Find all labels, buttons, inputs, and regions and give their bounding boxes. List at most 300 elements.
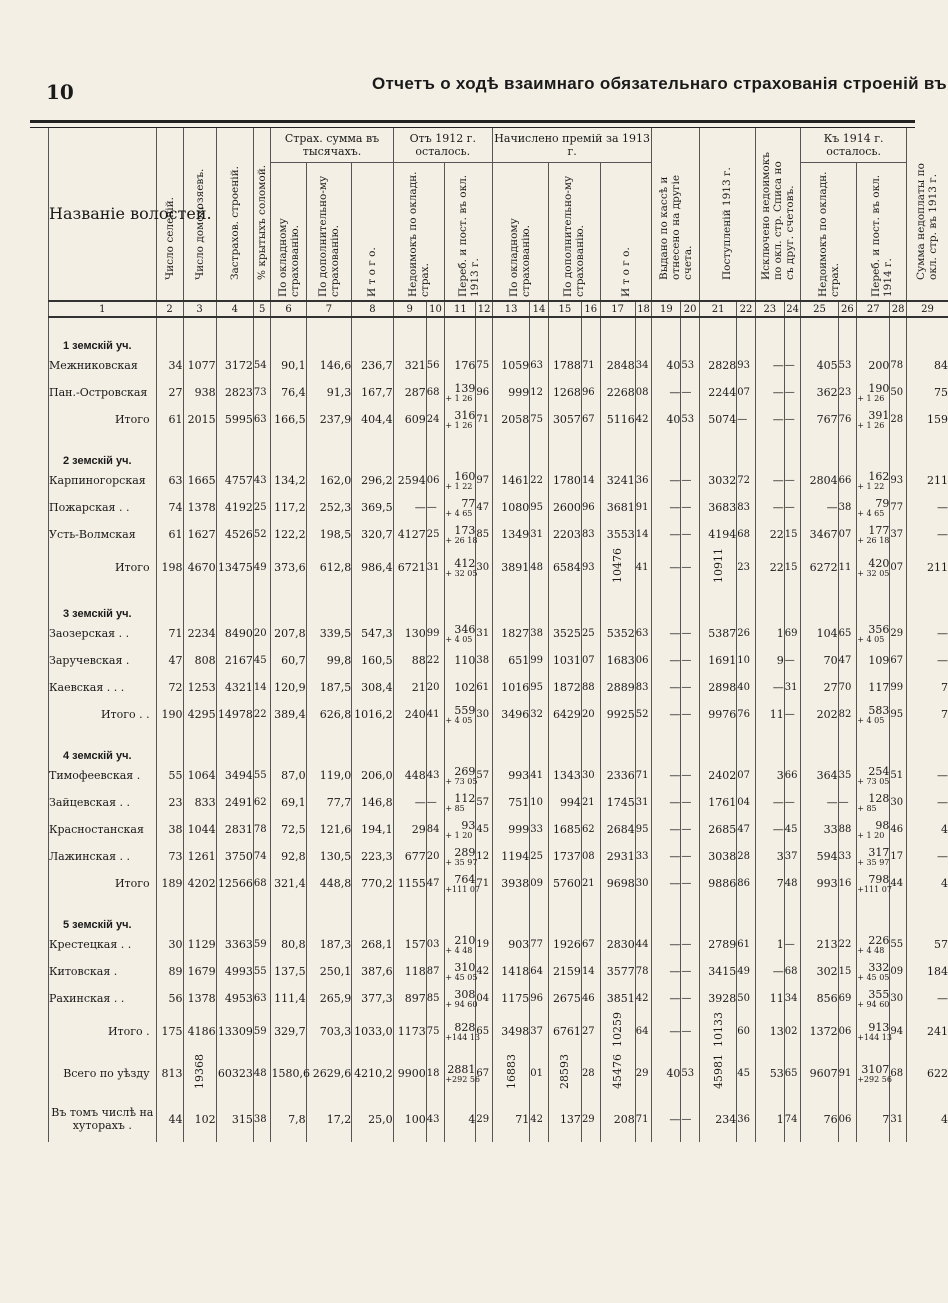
value-text: 1016 [501,681,530,694]
empty-cell [530,586,549,620]
value-cell [492,521,529,548]
value-text: 25 [426,529,440,540]
value-cell [271,352,306,379]
value-text: 99 [890,682,904,693]
value-text: 2848 [606,359,635,372]
empty-cell [352,586,393,620]
value-cell [699,958,736,985]
value-cell [426,931,445,958]
value-text: 44 [168,1112,183,1126]
value-text: 52 [253,529,267,540]
value-cell [652,701,681,728]
value-cell [652,1012,681,1050]
value-text: 339,5 [319,627,352,640]
value-cell [652,762,681,789]
value-cell [183,958,216,985]
empty-cell [838,586,857,620]
value-cell [906,647,948,674]
value-cell [600,931,635,958]
value-text: 77 [530,939,543,950]
value-text: 207,8 [274,627,306,640]
empty-cell [253,317,271,352]
value-text: 210 [454,934,476,947]
value-cell [306,958,352,985]
value-text: 19368 [193,1054,207,1089]
district-name: Тимофеевская . [49,762,157,789]
empty-cell [755,728,784,762]
value-cell [426,1096,445,1142]
section-label: 4 земскій уч. [49,728,157,762]
value-text: 23 [168,796,183,809]
value-cell [906,843,948,870]
value-cell [156,762,183,789]
value-cell [426,521,445,548]
value-text: 03 [426,939,440,950]
value-cell [530,985,549,1012]
value-text: 3553 [606,528,635,541]
value-text: 65 [838,628,852,639]
value-cell [548,379,581,406]
value-cell [635,1050,652,1096]
value-text: 3107 [861,1062,890,1076]
value-text: 4670 [187,560,216,574]
value-text: 25 [581,628,595,639]
grand-total-row [49,1050,948,1096]
value-text: 1926 [552,938,581,951]
value-text: 48 [530,561,543,573]
value-cell [183,701,216,728]
adjustment-note: + 94 60 [445,1000,478,1009]
value-cell [784,548,801,586]
value-cell [492,620,529,647]
empty-cell [681,433,700,467]
value-text: 2675 [552,992,581,1005]
value-text: 1031 [552,654,581,667]
empty-cell [635,317,652,352]
value-cell [755,352,784,379]
value-cell [838,1050,857,1096]
value-cell [838,985,857,1012]
value-cell [393,1050,426,1096]
value-text: 29 [890,628,904,639]
value-cell [801,521,838,548]
value-cell [216,789,253,816]
value-text: 53 [838,360,852,371]
value-text: 583 [868,704,890,717]
value-text: 86 [737,878,750,889]
value-cell [352,521,393,548]
value-cell [393,1096,426,1142]
total-row [49,1012,948,1050]
value-text: — [681,655,692,666]
section-header-row [49,897,948,931]
value-text: 993 [816,877,838,890]
value-text: 2830 [606,938,635,951]
value-text: 09 [530,878,543,889]
value-text: 80,8 [281,938,306,951]
header-c11: Переб. и пост. въ окл. 1913 г. [445,163,493,302]
value-text: 74 [784,1113,798,1125]
header-c9: Недоимокъ по окладн. страх. [393,163,445,302]
column-number: 24 [784,301,801,317]
value-cell [393,816,426,843]
value-cell [699,1012,736,1050]
value-cell [352,843,393,870]
value-cell [216,762,253,789]
value-text: 4127 [397,528,426,541]
value-cell [857,985,890,1012]
value-text: 213 [816,938,838,951]
column-number: 11 [445,301,476,317]
empty-cell [890,317,907,352]
value-text: 897 [404,992,426,1005]
value-cell [530,379,549,406]
value-cell [253,843,271,870]
column-number: 17 [600,301,635,317]
value-cell [426,701,445,728]
value-text: 134,2 [274,474,306,487]
value-cell [183,870,216,897]
empty-cell [393,897,426,931]
value-text: — [937,992,948,1005]
value-cell [801,406,838,433]
header-c3: Число домохозяевъ. [183,128,216,301]
value-text: 296,2 [361,474,393,487]
value-cell [156,494,183,521]
value-text: — [681,770,692,781]
value-cell [156,352,183,379]
value-cell [801,985,838,1012]
value-text: 1349 [501,528,530,541]
value-cell [306,1096,352,1142]
value-cell [801,1096,838,1142]
value-text: 69 [838,993,852,1004]
value-text: 405 [816,359,838,372]
value-text: 12566 [217,877,253,890]
value-text: 9886 [708,877,737,890]
value-cell [906,674,948,701]
value-text: 194,1 [361,823,393,836]
value-cell [271,985,306,1012]
value-text: 50 [737,993,750,1004]
value-text: 26 [737,628,750,639]
value-text: 162 [868,470,890,483]
value-cell [530,521,549,548]
table-row [49,494,948,521]
value-text: 76 [823,1112,838,1126]
column-number: 25 [801,301,838,317]
value-text: 166,5 [274,413,306,426]
adjustment-note: + 1 22 [857,482,885,491]
value-text: 4321 [224,681,253,694]
column-number: 29 [906,301,948,317]
value-cell [737,406,756,433]
value-cell [306,985,352,1012]
value-text: 12 [530,387,543,398]
empty-cell [426,897,445,931]
value-cell [801,870,838,897]
value-cell [352,494,393,521]
value-text: 1378 [187,501,216,514]
value-text: 833 [194,796,216,809]
value-text: 223,3 [361,850,393,863]
value-cell [548,870,581,897]
value-text: 2898 [708,681,737,694]
value-text: 6584 [552,560,581,574]
empty-cell [216,897,253,931]
value-text: 22 [426,655,440,666]
value-text: 308 [454,988,476,1001]
value-text: 317 [868,846,890,859]
value-text: 9925 [606,708,635,721]
empty-cell [426,586,445,620]
value-text: 6721 [397,560,426,574]
value-text: 2629,6 [312,1066,352,1080]
value-cell [548,816,581,843]
value-text: 06 [838,1113,852,1125]
table-row [49,958,948,985]
value-cell [857,494,890,521]
value-cell [681,674,700,701]
value-text: 66 [784,770,798,781]
value-cell [906,789,948,816]
value-text: 34 [635,360,649,371]
value-cell [755,674,784,701]
empty-cell [306,728,352,762]
value-cell [445,1096,476,1142]
empty-cell [755,433,784,467]
value-text: 160,5 [361,654,393,667]
value-text: — [669,850,681,863]
value-cell [838,674,857,701]
value-cell [906,931,948,958]
value-cell [581,789,600,816]
empty-cell [306,433,352,467]
empty-cell [890,586,907,620]
value-text: 49 [737,966,750,977]
value-cell [306,762,352,789]
empty-cell [426,433,445,467]
value-cell [581,1050,600,1096]
value-cell [737,494,756,521]
empty-cell [352,317,393,352]
value-cell [492,958,529,985]
value-cell [600,762,635,789]
value-text: 07 [737,770,750,781]
value-text: 38 [168,823,183,836]
value-cell [801,789,838,816]
section-header-row [49,728,948,762]
value-text: 626,8 [319,708,352,721]
value-cell [492,467,529,494]
value-cell [393,870,426,897]
value-text: 68 [890,1067,904,1079]
value-text: 55 [253,966,267,977]
value-cell [352,548,393,586]
value-cell [681,789,700,816]
value-text: 37 [784,851,798,862]
value-cell [890,548,907,586]
value-cell [681,467,700,494]
value-cell [393,985,426,1012]
value-text: 10476 [611,548,625,583]
value-cell [581,1012,600,1050]
value-text: 5387 [708,627,737,640]
value-cell [784,701,801,728]
value-cell [890,467,907,494]
value-text: — [838,797,849,808]
value-text: 4526 [224,528,253,541]
value-cell [216,701,253,728]
value-text: 78 [253,824,267,835]
value-cell [216,843,253,870]
value-text: 48 [784,878,798,889]
value-cell [271,548,306,586]
value-cell [492,870,529,897]
value-cell [393,931,426,958]
value-text: — [681,387,692,398]
value-text: 36 [737,1113,750,1125]
value-cell [253,1050,271,1096]
value-text: 609 [404,413,426,426]
value-text: 47 [737,824,750,835]
value-cell [635,816,652,843]
value-text: — [414,501,426,514]
value-text: 2203 [552,528,581,541]
value-cell [652,816,681,843]
value-text: 938 [194,386,216,399]
value-cell [699,521,736,548]
value-text: 72,5 [281,823,306,836]
value-text: 73 [168,850,183,863]
adjustment-note: +144 13 [445,1032,481,1042]
value-text: 64 [635,1025,649,1037]
value-text: 83 [581,529,595,540]
value-cell [492,1012,529,1050]
empty-cell [755,317,784,352]
value-text: 34 [784,993,798,1004]
header-c21: Поступленій 1913 г. [699,128,755,301]
value-text: 45 [253,655,267,666]
value-cell [548,1096,581,1142]
column-number: 12 [476,301,493,317]
value-cell [352,1012,393,1050]
empty-cell [271,433,306,467]
value-cell [253,620,271,647]
adjustment-note: + 73 05 [857,777,890,786]
value-cell [581,958,600,985]
value-cell [253,789,271,816]
value-text: 364 [816,769,838,782]
value-text: 320,7 [361,528,393,541]
value-cell [699,985,736,1012]
adjustment-note: + 85 [857,804,877,813]
empty-cell [737,728,756,762]
header-c4: Застрахов. строеній. [216,128,253,301]
empty-cell [306,586,352,620]
value-text: 59 [253,939,267,950]
value-text: 07 [838,529,852,540]
value-cell [857,674,890,701]
table-row [49,352,948,379]
empty-cell [600,433,635,467]
value-cell [306,870,352,897]
empty-cell [548,586,581,620]
value-text: 184 [927,965,948,978]
value-text: — [669,796,681,809]
value-cell [216,521,253,548]
value-text: 28 [581,1067,595,1079]
value-text: — [737,414,748,425]
value-text: 1691 [708,654,737,667]
empty-cell [857,433,890,467]
empty-cell [652,586,681,620]
value-text: 67 [890,655,904,666]
value-text: — [414,796,426,809]
value-text: — [669,1112,681,1126]
value-cell [737,548,756,586]
value-text: 4993 [224,965,253,978]
value-cell [600,620,635,647]
value-text: 2244 [708,386,737,399]
value-text: 56 [168,992,183,1005]
value-text: 2159 [552,965,581,978]
header-c7: По дополнительно-му страхованію. [306,163,352,302]
value-cell [253,931,271,958]
value-cell [890,931,907,958]
value-cell [652,1096,681,1142]
value-text: — [669,681,681,694]
column-number: 15 [548,301,581,317]
value-text: 24 [426,414,440,425]
value-cell [600,379,635,406]
value-text: 2828 [708,359,737,372]
empty-cell [857,728,890,762]
value-text: 269 [454,765,476,778]
value-text: 88 [411,654,426,667]
section-label: 3 земскій уч. [49,586,157,620]
value-text: 90,1 [281,359,306,372]
section-label: 5 земскій уч. [49,897,157,931]
value-text: 22 [253,709,267,720]
value-cell [755,843,784,870]
value-cell [393,620,426,647]
value-text: — [669,386,681,399]
value-cell [890,1050,907,1096]
value-text: 87 [426,966,440,977]
value-text: 29 [476,1113,490,1125]
value-cell [681,931,700,958]
value-text: — [784,655,795,666]
empty-cell [755,586,784,620]
empty-cell [737,317,756,352]
value-cell [183,467,216,494]
value-text: 332 [868,961,890,974]
value-cell [548,406,581,433]
value-text: 1685 [552,823,581,836]
empty-cell [492,317,529,352]
value-cell [216,1050,253,1096]
value-cell [600,1050,635,1096]
value-cell [271,406,306,433]
value-text: 10133 [711,1012,725,1047]
value-text: 99 [530,655,543,666]
value-text: 31 [635,797,649,808]
value-text: 96 [476,387,490,398]
value-text: 30 [476,709,490,720]
value-cell [755,620,784,647]
value-text: 61 [737,939,750,950]
